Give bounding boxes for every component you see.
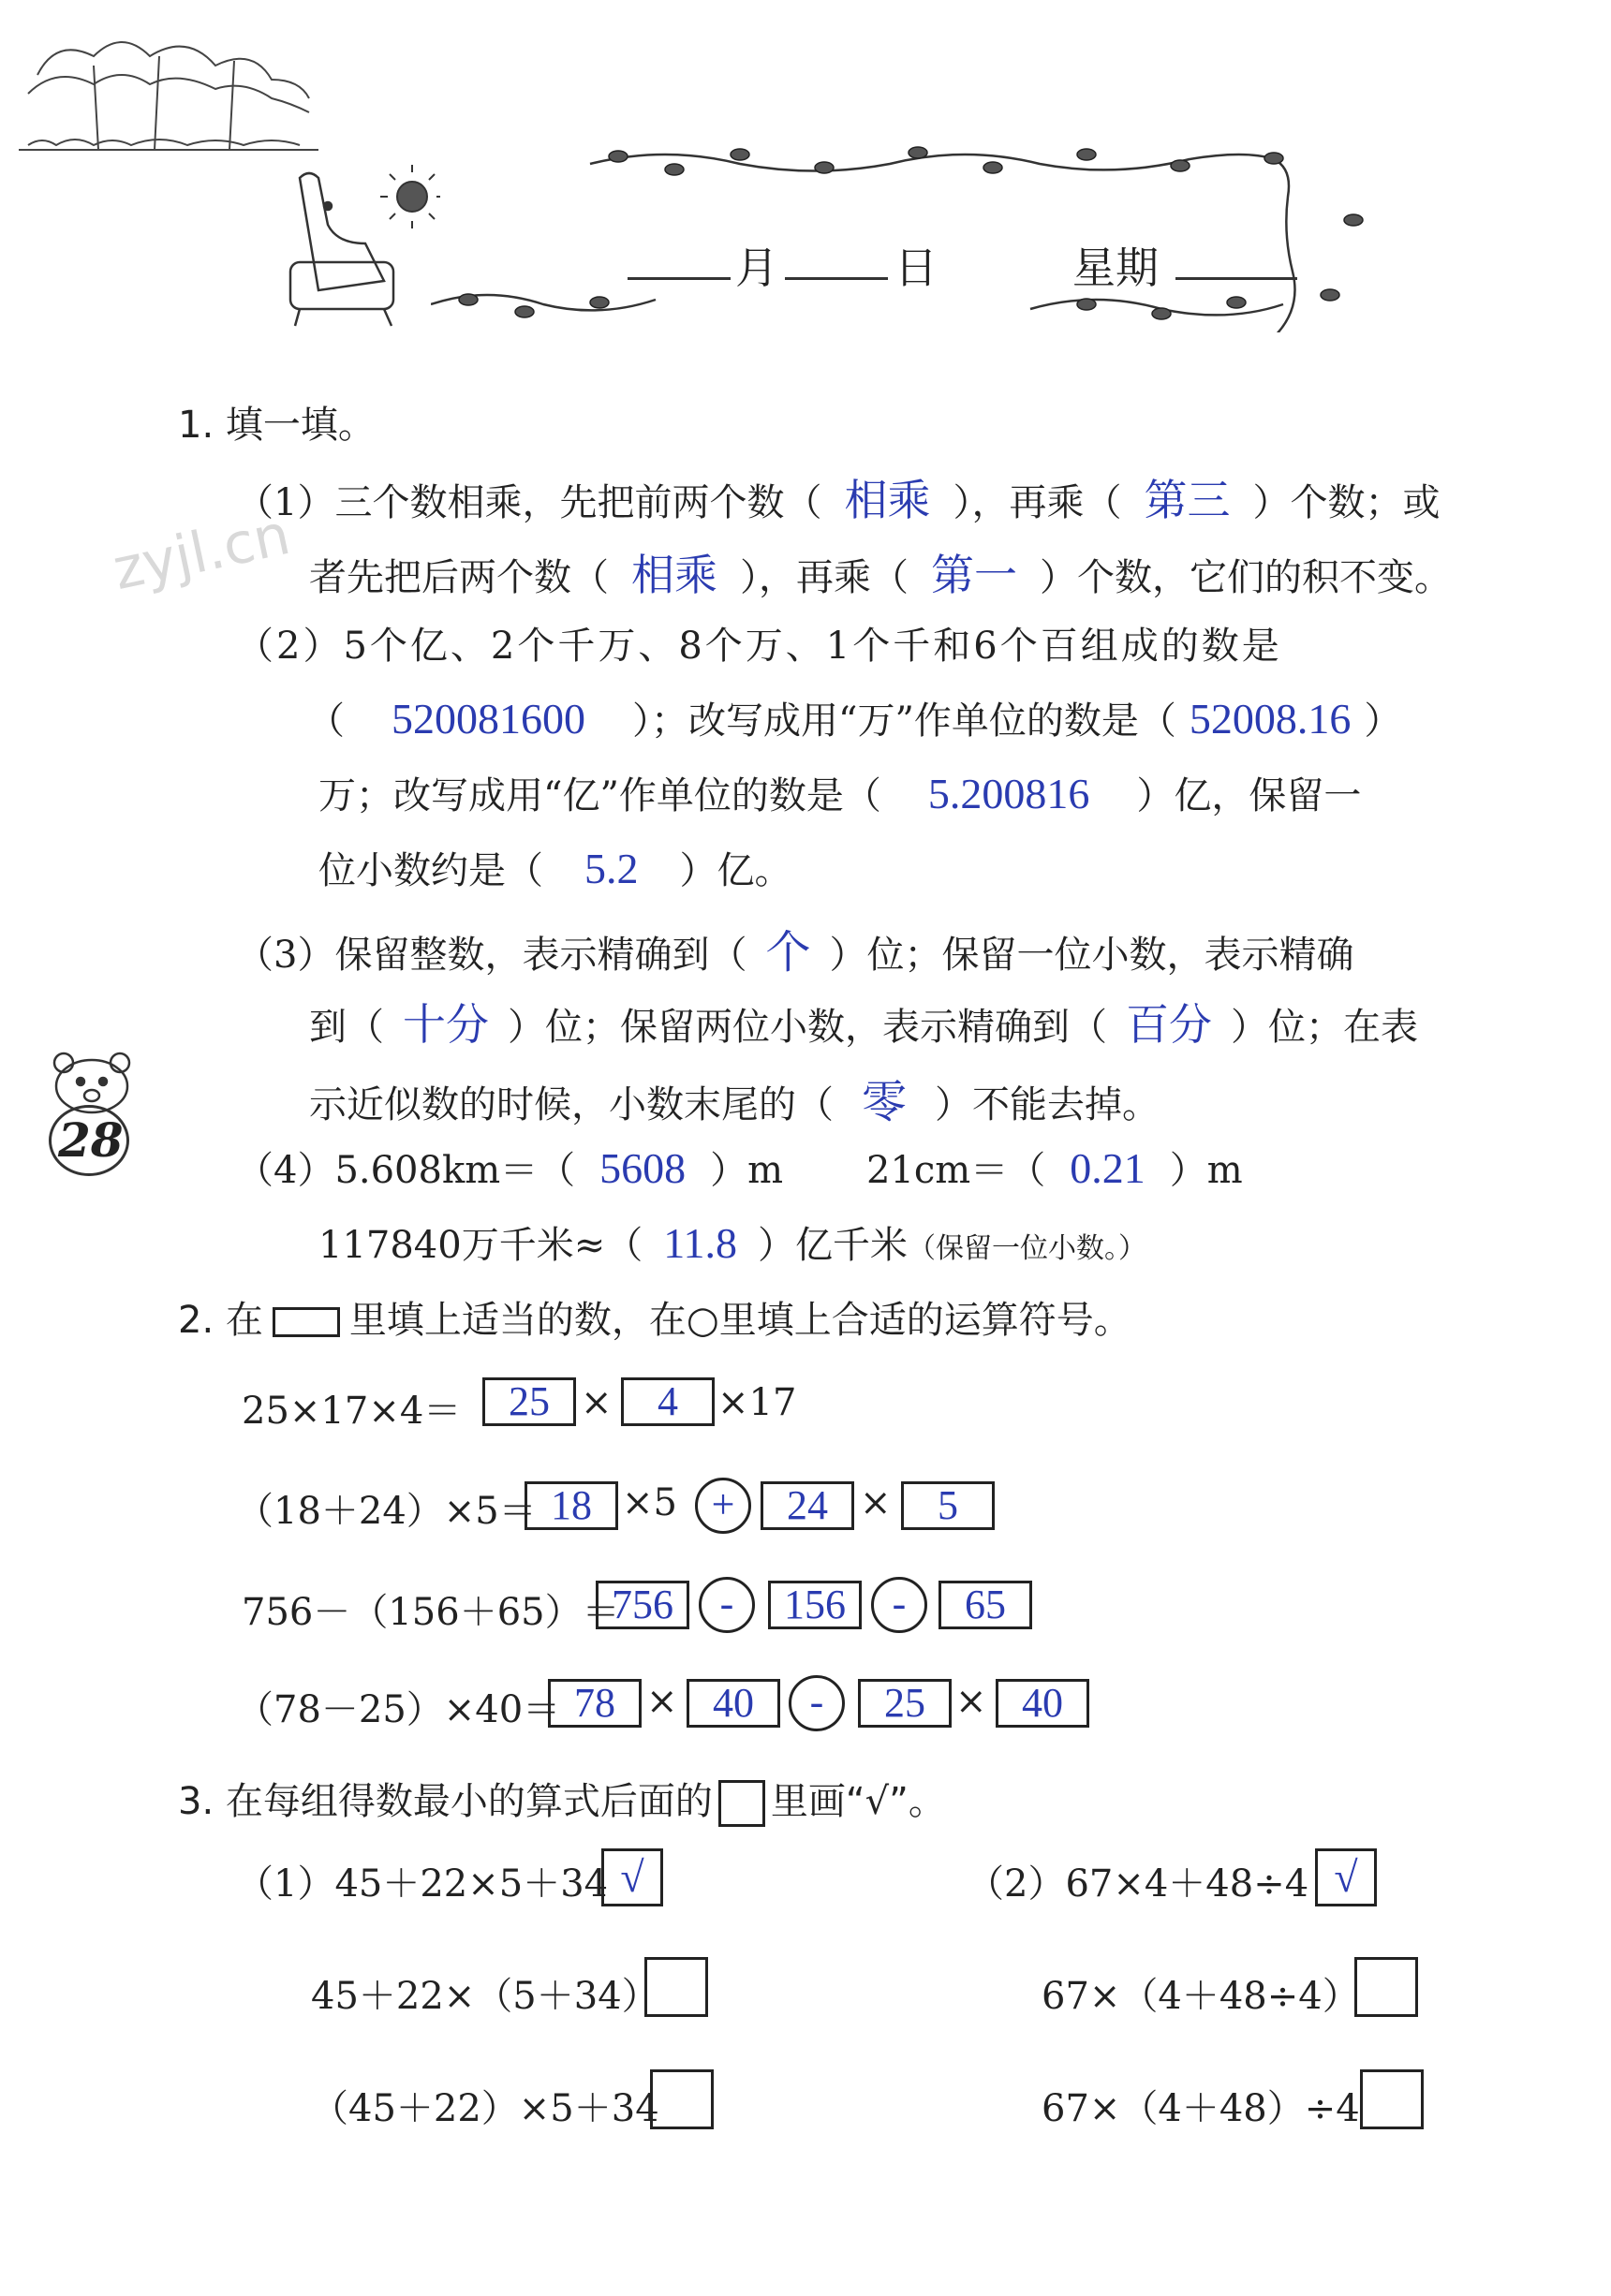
answer-box: 25 xyxy=(482,1377,576,1426)
check-box[interactable]: √ xyxy=(1315,1848,1377,1906)
q3-g2-e3: 67×（4＋48）÷4 xyxy=(1042,2087,1360,2130)
answer: 第三 xyxy=(1144,475,1231,525)
q3-g2-e2: 67×（4＋48÷4） xyxy=(1042,1975,1360,2018)
q1-p2-line3: 万；改写成用“亿”作单位的数是（ 5.200816 ）亿，保留一 xyxy=(318,770,1362,817)
answer: 11.8 xyxy=(663,1219,738,1267)
q1-p4-line2: 117840万千米≈（ 11.8 ）亿千米（保留一位小数。） xyxy=(318,1219,1147,1267)
q3-g1-e2: 45＋22×（5＋34） xyxy=(311,1975,659,2018)
q2-r1-tail: ×17 xyxy=(717,1381,797,1424)
q1-p4-line1b: 21cm＝（ 0.21 ）m xyxy=(866,1144,1243,1192)
answer-box: 156 xyxy=(768,1581,862,1629)
q1-p2-line4: 位小数约是（ 5.2 ）亿。 xyxy=(318,845,792,892)
answer: 5.2 xyxy=(584,845,639,892)
rectangle-icon xyxy=(273,1307,340,1337)
answer-box: 25 xyxy=(858,1679,952,1728)
weekday-blank[interactable] xyxy=(1175,277,1297,280)
q1-p2-line1: （2）5个亿、2个千万、8个万、1个千和6个百组成的数是 xyxy=(236,625,1282,668)
trees-illustration xyxy=(19,19,328,159)
square-icon xyxy=(718,1780,765,1827)
q1-p1-line1: （1）三个数相乘，先把前两个数（ 相乘 ），再乘（ 第三 ）个数；或 xyxy=(236,475,1441,525)
q3-g1-e1: （1）45＋22×5＋34 xyxy=(236,1862,609,1906)
q1-p2-line2: （ 520081600 ）；改写成用“万”作单位的数是（ 52008.16 ） xyxy=(307,695,1402,743)
answer-box: 78 xyxy=(548,1679,642,1728)
q1-p3-line1: （3）保留整数，表示精确到（ 个 ）位；保留一位小数，表示精确 xyxy=(236,926,1354,979)
check-box[interactable]: √ xyxy=(601,1848,663,1906)
answer-box: 40 xyxy=(687,1679,780,1728)
q2-r4-lhs: （78－25）×40＝ xyxy=(236,1688,561,1731)
operator: × xyxy=(955,1680,987,1723)
q1-p4-line1a: （4）5.608km＝（ 5608 ）m xyxy=(236,1144,784,1192)
q1-title: 1. 填一填。 xyxy=(178,404,376,447)
page-number: 28 xyxy=(58,1112,124,1168)
operator: × xyxy=(646,1680,678,1723)
answer: 5608 xyxy=(599,1144,687,1192)
q2-r2-lhs: （18＋24）×5＝ xyxy=(236,1490,537,1533)
answer-box: 4 xyxy=(621,1377,715,1426)
watermark: zyjl.cn xyxy=(107,501,296,604)
answer: 0.21 xyxy=(1070,1144,1145,1192)
day-blank[interactable] xyxy=(785,277,888,280)
q2-r3-lhs: 756－（156＋65）＝ xyxy=(242,1591,620,1634)
answer-box: 18 xyxy=(525,1481,618,1530)
q1-p3-line3: 示近似数的时候，小数末尾的（ 零 ）不能去掉。 xyxy=(309,1076,1160,1128)
weekday-label: 星期 xyxy=(1072,243,1159,293)
q2-title: 2. 在 里填上适当的数，在○里填上合适的运算符号。 xyxy=(178,1299,1131,1342)
q1-p3-line2: 到（ 十分 ）位；保留两位小数，表示精确到（ 百分 ）位；在表 xyxy=(309,999,1418,1050)
q1-p1-line2: 者先把后两个数（ 相乘 ），再乘（ 第一 ）个数，它们的积不变。 xyxy=(309,550,1452,600)
q3-g2-e1: （2）67×4＋48÷4 xyxy=(967,1862,1309,1906)
day-label: 日 xyxy=(894,243,938,293)
answer: 相乘 xyxy=(631,550,717,600)
month-blank[interactable] xyxy=(628,277,731,280)
operator-circle: - xyxy=(789,1675,845,1731)
check-box[interactable] xyxy=(1360,2069,1424,2129)
q3-title: 3. 在每组得数最小的算式后面的 里画“√”。 xyxy=(178,1772,946,1827)
operator: × xyxy=(581,1381,613,1424)
answer: 第一 xyxy=(931,550,1017,600)
check-box[interactable] xyxy=(650,2069,714,2129)
q3-g1-e3: （45＋22）×5＋34 xyxy=(311,2087,659,2130)
giraffe-illustration xyxy=(272,159,440,328)
q2-r2-mid: ×5 xyxy=(622,1481,677,1524)
check-box[interactable] xyxy=(644,1957,708,2017)
answer: 个 xyxy=(765,926,811,979)
month-label: 月 xyxy=(735,243,778,293)
answer-box: 65 xyxy=(939,1581,1032,1629)
answer: 5.200816 xyxy=(927,770,1090,817)
answer: 52008.16 xyxy=(1189,695,1352,743)
answer: 十分 xyxy=(403,999,489,1050)
operator-circle: - xyxy=(699,1577,755,1633)
operator-circle: - xyxy=(871,1577,927,1633)
q2-r1-lhs: 25×17×4＝ xyxy=(242,1390,462,1433)
answer: 百分 xyxy=(1126,999,1212,1050)
answer: 520081600 xyxy=(392,695,585,743)
answer: 相乘 xyxy=(844,475,931,525)
answer-box: 40 xyxy=(996,1679,1089,1728)
operator: × xyxy=(860,1481,892,1524)
answer-box: 24 xyxy=(761,1481,854,1530)
operator-circle: + xyxy=(695,1478,751,1534)
answer-box: 756 xyxy=(596,1581,689,1629)
check-box[interactable] xyxy=(1354,1957,1418,2017)
answer: 零 xyxy=(862,1076,908,1128)
answer-box: 5 xyxy=(901,1481,995,1530)
